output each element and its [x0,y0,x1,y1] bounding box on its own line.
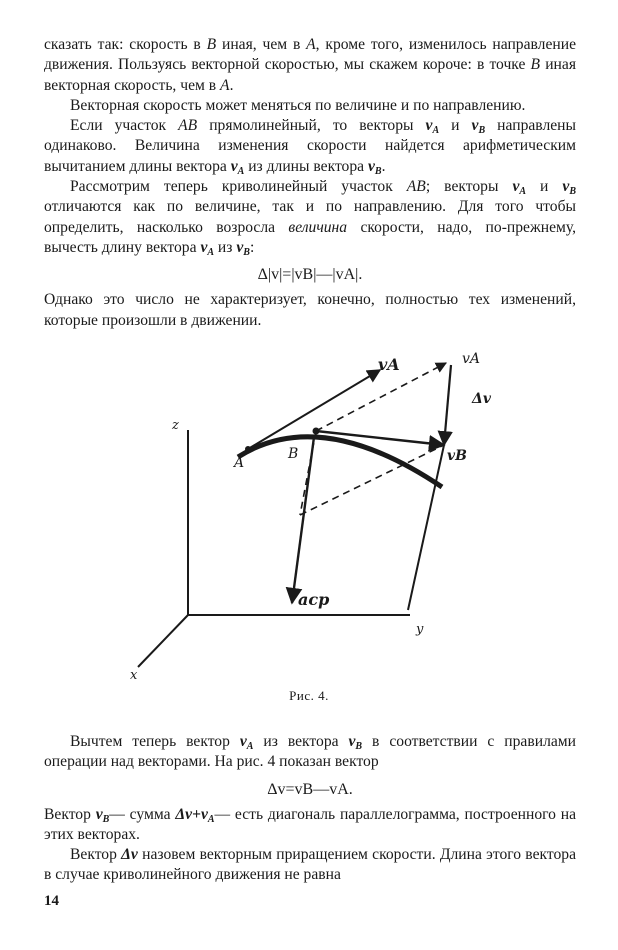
label-vA-right: vA [462,351,481,367]
formula-magnitude-change: Δ|v|=|vB|—|vA|. [257,266,363,284]
figure-caption: Рис. 4. [289,688,329,703]
label-axis-x: x [130,668,138,683]
delta-v-plus-vA: $\Delta v+v_A$ [175,805,215,825]
paragraph-1: сказать так: скорость в B иная, чем в A, кроме того, изменилось направление движения. Пользуясь векторной скоростью, мы скажем короче: в точке B иная векторная скорость, чем в A. [44,36,577,94]
label-point-B: B [288,446,299,462]
label-axis-y: y [416,622,424,637]
paragraph-8: Вектор Δv назовем векторным приращением скорости. Длина этого вектора в случае криволинейного движения не равна [44,846,576,884]
point-B [313,428,320,435]
figure-4-diagram [110,345,530,685]
paragraph-5: Однако это число не характеризует, конечно, полностью тех изменений, которые произошли в движении. [44,291,576,329]
paragraph-6: Вычтем теперь вектор $v_A$ из вектора $v_B$ в соответствии с правилами операции над векторами. На рис. 4 показан вектор [44,733,576,771]
dashed-parallelogram-2 [300,445,444,515]
label-delta-v: Δv [472,391,491,407]
formula-delta-v: Δv=vB—vA. [267,780,353,798]
label-acceleration: acp [298,590,330,609]
text-block-top [44,35,576,331]
paragraph-2: Векторная скорость может меняться по величине и по направлению. [70,96,526,114]
paragraph-4: Рассмотрим теперь криволинейный участок AB; векторы $v_A$ и $v_B$ отличаются как по величине, так и по направлению. Для того чтобы определить, насколько возросла величина скорости, надо, по-прежнему, вычесть длину вектора $v_A$ из $v_B$: [44,178,576,258]
text-block-bottom [44,732,576,886]
page-number: 14 [44,893,59,909]
label-point-A: A [234,455,245,471]
label-vB: vB [447,448,467,464]
paragraph-3: Если участок AB прямолинейный, то векторы $v_A$ и $v_B$ направлены одинаково. Величина изменения скорости найдется арифметическим вычитанием длины вектора $v_A$ из длины вектора $v_B$. [44,117,576,177]
trajectory-curve [238,437,442,487]
vector-delta-v [444,365,451,445]
label-vA-top: vA [378,355,400,374]
label-axis-z: z [172,418,179,433]
axis-x [138,615,188,667]
paragraph-7: Вектор $v_B—$ сумма $\Delta v+v_A—$ есть диагональ параллелограмма, построенного на этих векторах. [44,805,577,843]
point-A [245,446,251,452]
